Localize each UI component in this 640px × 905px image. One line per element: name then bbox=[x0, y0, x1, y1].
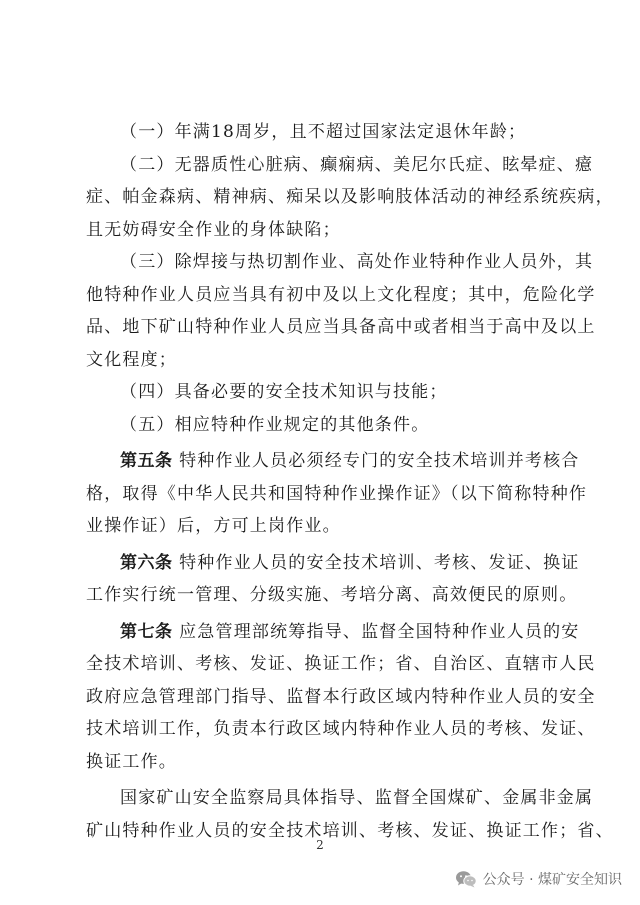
line-text: 症、帕金森病、精神病、痴呆以及影响肢体活动的神经系统疾病， bbox=[86, 187, 614, 207]
text-line bbox=[86, 376, 556, 409]
line-text: 且无妨碍安全作业的身体缺陷； bbox=[86, 219, 341, 240]
text-line bbox=[86, 214, 556, 247]
article-line bbox=[86, 547, 580, 580]
text-line bbox=[86, 116, 556, 149]
line-text: 文化程度； bbox=[86, 349, 177, 370]
line-text: 他特种作业人员应当具有初中及以上文化程度；其中，危险化学 bbox=[86, 284, 596, 305]
article-line bbox=[86, 616, 580, 649]
text-line bbox=[86, 713, 596, 746]
wechat-watermark bbox=[455, 866, 622, 892]
text-line bbox=[86, 181, 614, 214]
line-text: （一）年满18周岁，且不超过国家法定退休年龄； bbox=[120, 122, 527, 142]
article-line bbox=[86, 445, 580, 478]
line-text: 矿山特种作业人员的安全技术培训、考核、发证、换证工作；省、 bbox=[86, 820, 614, 841]
line-text: 特种作业人员必须经专门的安全技术培训并考核合 bbox=[179, 451, 580, 471]
article-number: 第七条 bbox=[120, 621, 173, 642]
text-line bbox=[86, 782, 594, 815]
line-text: （四）具备必要的安全技术知识与技能； bbox=[120, 382, 448, 402]
page-number: 2 bbox=[316, 838, 324, 852]
watermark-text: 公众号 · 煤矿安全知识 bbox=[482, 872, 622, 888]
text-line bbox=[86, 746, 556, 779]
line-text: 格，取得《中华人民共和国特种作业操作证》（以下简称特种作 bbox=[86, 483, 588, 504]
document-body bbox=[86, 116, 614, 847]
text-line bbox=[86, 478, 588, 511]
text-line bbox=[86, 648, 596, 681]
text-line bbox=[86, 344, 556, 377]
text-line bbox=[86, 311, 596, 344]
text-line bbox=[86, 681, 596, 714]
line-text: （五）相应特种作业规定的其他条件。 bbox=[120, 414, 430, 435]
line-text: 工作实行统一管理、分级实施、考培分离、高效便民的原则。 bbox=[86, 585, 578, 605]
line-text: （二）无器质性心脏病、癫痫病、美尼尔氏症、眩晕症、癔 bbox=[120, 154, 594, 175]
line-text: 技术培训工作，负责本行政区域内特种作业人员的考核、发证、 bbox=[86, 719, 596, 739]
line-text: 政府应急管理部门指导、监督本行政区域内特种作业人员的安全 bbox=[86, 686, 596, 707]
text-line bbox=[86, 149, 594, 182]
wechat-icon bbox=[455, 870, 477, 888]
text-line bbox=[86, 246, 594, 279]
line-text: 品、地下矿山特种作业人员应当具备高中或者相当于高中及以上 bbox=[86, 317, 596, 337]
text-line bbox=[86, 510, 556, 543]
line-text: 业操作证）后，方可上岗作业。 bbox=[86, 516, 341, 536]
article-number: 第六条 bbox=[120, 552, 173, 573]
text-line bbox=[86, 279, 596, 312]
line-text: 全技术培训、考核、发证、换证工作；省、自治区、直辖市人民 bbox=[86, 654, 596, 674]
line-text: （三）除焊接与热切割作业、高处作业特种作业人员外，其 bbox=[120, 252, 594, 272]
text-line bbox=[86, 579, 578, 612]
line-text: 应急管理部统筹指导、监督全国特种作业人员的安 bbox=[179, 621, 580, 642]
line-text: 国家矿山安全监察局具体指导、监督全国煤矿、金属非金属 bbox=[120, 788, 594, 808]
text-line bbox=[86, 409, 556, 442]
line-text: 换证工作。 bbox=[86, 751, 177, 772]
line-text: 特种作业人员的安全技术培训、考核、发证、换证 bbox=[179, 552, 580, 573]
article-number: 第五条 bbox=[120, 451, 173, 471]
